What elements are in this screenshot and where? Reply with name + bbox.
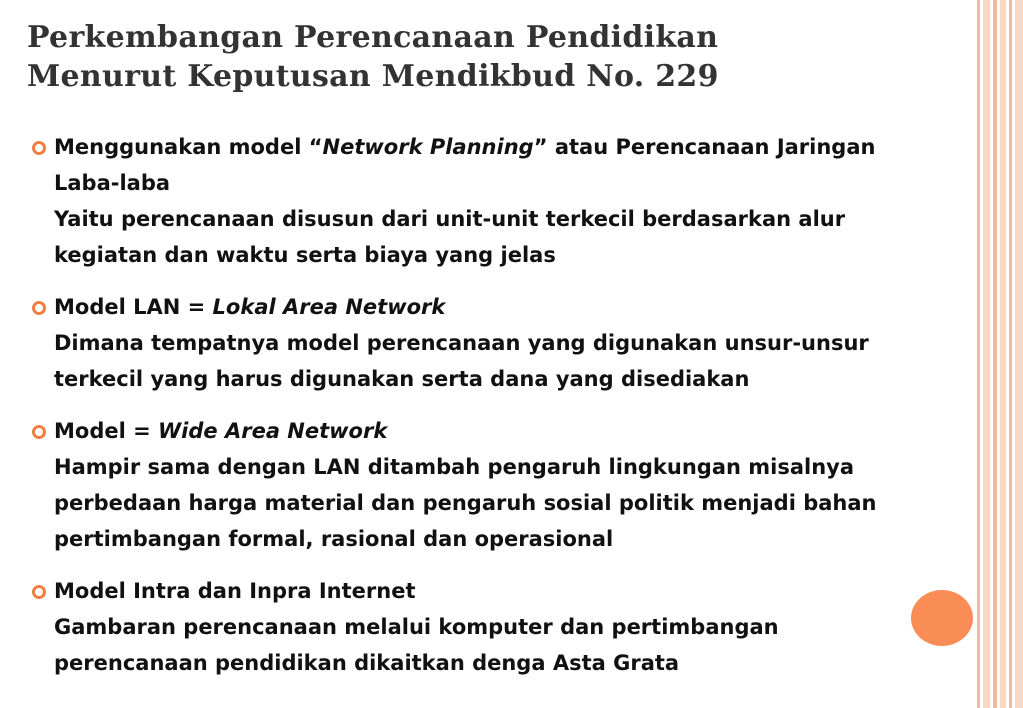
bullet-desc-line: Hampir sama dengan LAN ditambah pengaruh lingkungan misalnya bbox=[54, 455, 855, 479]
bullet-heading: Menggunakan model “Network Planning” atau Perencanaan Jaringan bbox=[54, 135, 876, 159]
bullet-ring-icon bbox=[32, 425, 46, 439]
slide-title bbox=[27, 18, 927, 96]
bullet-list bbox=[30, 129, 930, 697]
bullet-item bbox=[30, 413, 930, 557]
bullet-heading: Model = Wide Area Network bbox=[54, 419, 388, 443]
decor-stripe bbox=[1009, 0, 1012, 708]
decor-stripe bbox=[993, 0, 997, 708]
bullet-heading-cont: Laba-laba bbox=[54, 171, 171, 195]
bullet-desc-line: Gambaran perencanaan melalui komputer dan pertimbangan bbox=[54, 615, 779, 639]
bullet-desc-line: terkecil yang harus digunakan serta dana yang disediakan bbox=[54, 367, 750, 391]
decor-stripe bbox=[977, 0, 980, 708]
decor-stripe bbox=[983, 0, 990, 708]
decor-stripe bbox=[1015, 0, 1023, 708]
bullet-heading: Model Intra dan Inpra Internet bbox=[54, 579, 416, 603]
bullet-item bbox=[30, 289, 930, 397]
bullet-desc-line: perencanaan pendidikan dikaitkan denga Asta Grata bbox=[54, 651, 680, 675]
bullet-desc-line: perbedaan harga material dan pengaruh sosial politik menjadi bahan bbox=[54, 491, 877, 515]
bullet-ring-icon bbox=[32, 301, 46, 315]
bullet-desc-line: Yaitu perencanaan disusun dari unit-unit terkecil berdasarkan alur bbox=[54, 207, 846, 231]
title-line-1: Perkembangan Perencanaan Pendidikan bbox=[27, 20, 719, 55]
bullet-desc-line: pertimbangan formal, rasional dan operasional bbox=[54, 527, 614, 551]
title-line-2: Menurut Keputusan Mendikbud No. 229 bbox=[27, 59, 719, 94]
bullet-desc-line: Dimana tempatnya model perencanaan yang digunakan unsur-unsur bbox=[54, 331, 869, 355]
bullet-item bbox=[30, 573, 930, 681]
bullet-heading: Model LAN = Lokal Area Network bbox=[54, 295, 446, 319]
bullet-item bbox=[30, 129, 930, 273]
bullet-desc-line: kegiatan dan waktu serta biaya yang jelas bbox=[54, 243, 556, 267]
bullet-ring-icon bbox=[32, 585, 46, 599]
decor-stripe bbox=[1000, 0, 1006, 708]
bullet-ring-icon bbox=[32, 141, 46, 155]
